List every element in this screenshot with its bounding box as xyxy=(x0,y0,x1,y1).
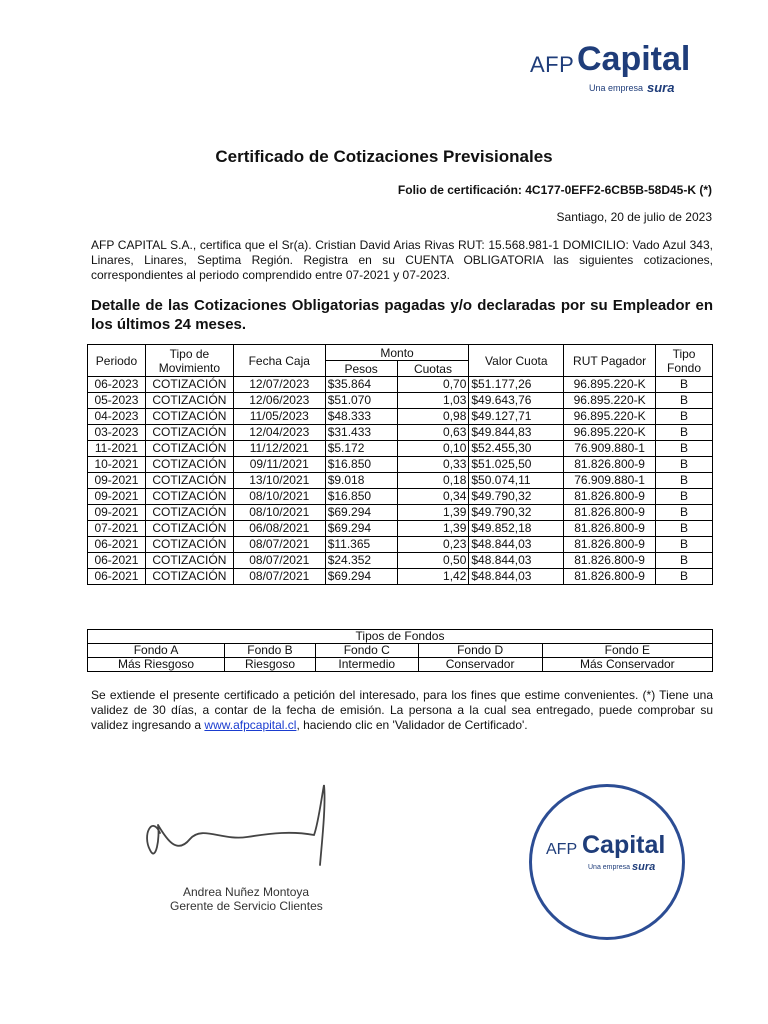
cell-rut-pagador: 96.895.220-K xyxy=(564,409,656,425)
cell-tipo-movimiento: COTIZACIÓN xyxy=(145,473,233,489)
cell-fecha-caja: 08/10/2021 xyxy=(233,505,325,521)
cell-pesos: $35.864 xyxy=(325,377,397,393)
cell-cuotas: 0,34 xyxy=(397,489,469,505)
cell-tipo-fondo: B xyxy=(656,425,713,441)
fund-name: Fondo E xyxy=(542,644,712,658)
seal-afp-text: AFP xyxy=(546,841,578,858)
logo-tagline: Una empresa xyxy=(589,83,644,93)
fund-risk: Más Conservador xyxy=(542,658,712,672)
cell-periodo: 07-2021 xyxy=(88,521,146,537)
cell-cuotas: 0,18 xyxy=(397,473,469,489)
seal-sura-text: sura xyxy=(632,861,656,873)
header-tipo-fondo: Tipo Fondo xyxy=(656,345,713,377)
fund-risk: Intermedio xyxy=(315,658,418,672)
cell-tipo-movimiento: COTIZACIÓN xyxy=(145,521,233,537)
cell-pesos: $48.333 xyxy=(325,409,397,425)
cell-fecha-caja: 12/06/2023 xyxy=(233,393,325,409)
cell-valor-cuota: $49.852,18 xyxy=(469,521,564,537)
cell-cuotas: 0,33 xyxy=(397,457,469,473)
cell-cuotas: 0,98 xyxy=(397,409,469,425)
header-rut-pagador: RUT Pagador xyxy=(564,345,656,377)
cell-pesos: $9.018 xyxy=(325,473,397,489)
cell-rut-pagador: 96.895.220-K xyxy=(564,425,656,441)
cell-periodo: 06-2021 xyxy=(88,553,146,569)
header-fecha-caja: Fecha Caja xyxy=(233,345,325,377)
cell-cuotas: 1,39 xyxy=(397,521,469,537)
cell-tipo-movimiento: COTIZACIÓN xyxy=(145,409,233,425)
cell-cuotas: 0,70 xyxy=(397,377,469,393)
header-tipo-movimiento: Tipo de Movimiento xyxy=(145,345,233,377)
cell-tipo-fondo: B xyxy=(656,553,713,569)
cell-valor-cuota: $49.643,76 xyxy=(469,393,564,409)
cell-pesos: $31.433 xyxy=(325,425,397,441)
cell-pesos: $16.850 xyxy=(325,489,397,505)
table-body xyxy=(88,377,713,585)
cell-tipo-movimiento: COTIZACIÓN xyxy=(145,505,233,521)
cell-cuotas: 1,39 xyxy=(397,505,469,521)
table-row xyxy=(88,377,713,393)
cell-fecha-caja: 08/07/2021 xyxy=(233,553,325,569)
cell-tipo-fondo: B xyxy=(656,441,713,457)
fund-risk: Riesgoso xyxy=(225,658,316,672)
signer-name: Andrea Nuñez Montoya xyxy=(183,885,310,899)
cell-rut-pagador: 81.826.800-9 xyxy=(564,569,656,585)
cell-tipo-fondo: B xyxy=(656,521,713,537)
seal-capital-text: Capital xyxy=(582,831,666,859)
cell-periodo: 04-2023 xyxy=(88,409,146,425)
cell-valor-cuota: $49.790,32 xyxy=(469,505,564,521)
logo-sura-text: sura xyxy=(647,80,675,95)
logo-afp-text: AFP xyxy=(530,52,575,77)
cell-tipo-movimiento: COTIZACIÓN xyxy=(145,553,233,569)
cell-valor-cuota: $48.844,03 xyxy=(469,537,564,553)
fund-name: Fondo D xyxy=(418,644,542,658)
cell-tipo-fondo: B xyxy=(656,489,713,505)
cell-fecha-caja: 11/12/2021 xyxy=(233,441,325,457)
signer-role: Gerente de Servicio Clientes xyxy=(170,899,323,913)
afp-capital-logo xyxy=(530,40,710,100)
cell-tipo-fondo: B xyxy=(656,505,713,521)
fund-risk: Más Riesgoso xyxy=(88,658,225,672)
cell-cuotas: 1,03 xyxy=(397,393,469,409)
cell-periodo: 06-2021 xyxy=(88,569,146,585)
table-row xyxy=(88,569,713,585)
cell-tipo-movimiento: COTIZACIÓN xyxy=(145,425,233,441)
cell-tipo-movimiento: COTIZACIÓN xyxy=(145,537,233,553)
company-seal xyxy=(529,784,685,940)
fund-types-title-row xyxy=(88,630,713,644)
cell-valor-cuota: $51.177,26 xyxy=(469,377,564,393)
closing-paragraph xyxy=(91,688,713,733)
cell-periodo: 05-2023 xyxy=(88,393,146,409)
section-subtitle: Detalle de las Cotizaciones Obligatorias pagadas y/o declaradas por su Empleador en los últimos 24 meses. xyxy=(91,297,713,333)
cell-fecha-caja: 08/10/2021 xyxy=(233,489,325,505)
table-row xyxy=(88,457,713,473)
cell-rut-pagador: 81.826.800-9 xyxy=(564,537,656,553)
table-row xyxy=(88,425,713,441)
fund-types-title: Tipos de Fondos xyxy=(88,630,713,644)
fund-name: Fondo A xyxy=(88,644,225,658)
issue-date: Santiago, 20 de julio de 2023 xyxy=(556,210,712,224)
cell-tipo-movimiento: COTIZACIÓN xyxy=(145,441,233,457)
cell-valor-cuota: $49.127,71 xyxy=(469,409,564,425)
cell-periodo: 09-2021 xyxy=(88,505,146,521)
fund-name: Fondo B xyxy=(225,644,316,658)
cell-pesos: $11.365 xyxy=(325,537,397,553)
cell-fecha-caja: 13/10/2021 xyxy=(233,473,325,489)
cell-tipo-movimiento: COTIZACIÓN xyxy=(145,489,233,505)
header-cuotas: Cuotas xyxy=(397,361,469,377)
fund-risk: Conservador xyxy=(418,658,542,672)
table-row xyxy=(88,553,713,569)
cell-periodo: 11-2021 xyxy=(88,441,146,457)
cell-tipo-fondo: B xyxy=(656,473,713,489)
header-pesos: Pesos xyxy=(325,361,397,377)
cell-valor-cuota: $48.844,03 xyxy=(469,569,564,585)
cell-valor-cuota: $52.455,30 xyxy=(469,441,564,457)
closing-text: Se extiende el presente certificado a petición del interesado, para los fines que estime convenientes. (*) Tiene una validez de 30 días, a contar de la fecha de emisión. La persona a la cual sea entregado, puede comprobar su validez ingresando a xyxy=(91,688,713,732)
cell-rut-pagador: 81.826.800-9 xyxy=(564,521,656,537)
cell-tipo-movimiento: COTIZACIÓN xyxy=(145,457,233,473)
table-row xyxy=(88,489,713,505)
cell-rut-pagador: 76.909.880-1 xyxy=(564,473,656,489)
table-row xyxy=(88,505,713,521)
cell-pesos: $24.352 xyxy=(325,553,397,569)
fund-risks-row xyxy=(88,658,713,672)
table-row xyxy=(88,473,713,489)
cell-fecha-caja: 12/07/2023 xyxy=(233,377,325,393)
cell-tipo-fondo: B xyxy=(656,409,713,425)
table-row xyxy=(88,521,713,537)
cell-fecha-caja: 08/07/2021 xyxy=(233,537,325,553)
cell-fecha-caja: 12/04/2023 xyxy=(233,425,325,441)
table-row xyxy=(88,537,713,553)
cell-cuotas: 0,63 xyxy=(397,425,469,441)
fund-types-table xyxy=(87,629,713,672)
cell-rut-pagador: 81.826.800-9 xyxy=(564,489,656,505)
cell-rut-pagador: 76.909.880-1 xyxy=(564,441,656,457)
cell-fecha-caja: 08/07/2021 xyxy=(233,569,325,585)
cell-valor-cuota: $49.790,32 xyxy=(469,489,564,505)
folio-number: Folio de certificación: 4C177-0EFF2-6CB5B-58D45-K (*) xyxy=(397,183,712,197)
cell-valor-cuota: $48.844,03 xyxy=(469,553,564,569)
header-valor-cuota: Valor Cuota xyxy=(469,345,564,377)
cell-rut-pagador: 81.826.800-9 xyxy=(564,505,656,521)
cell-rut-pagador: 81.826.800-9 xyxy=(564,553,656,569)
cell-valor-cuota: $49.844,83 xyxy=(469,425,564,441)
cell-rut-pagador: 81.826.800-9 xyxy=(564,457,656,473)
cell-rut-pagador: 96.895.220-K xyxy=(564,393,656,409)
cell-cuotas: 0,23 xyxy=(397,537,469,553)
table-header-row xyxy=(88,345,713,361)
intro-paragraph: AFP CAPITAL S.A., certifica que el Sr(a). Cristian David Arias Rivas RUT: 15.568.981-1 DOMICILIO: Vado Azul 343, Linares, Linares, Septima Región. Registra en su CUENTA OBLIGATORIA las siguientes cotizaciones, correspondientes al periodo comprendido entre 07-2021 y 07-2023. xyxy=(91,238,713,282)
cell-periodo: 06-2021 xyxy=(88,537,146,553)
cell-valor-cuota: $51.025,50 xyxy=(469,457,564,473)
afpcapital-link[interactable]: www.afpcapital.cl xyxy=(204,718,297,732)
cell-periodo: 09-2021 xyxy=(88,489,146,505)
cell-tipo-movimiento: COTIZACIÓN xyxy=(145,569,233,585)
table-row xyxy=(88,409,713,425)
cell-periodo: 09-2021 xyxy=(88,473,146,489)
cell-periodo: 06-2023 xyxy=(88,377,146,393)
seal-tagline: Una empresa xyxy=(588,864,631,871)
fund-names-row xyxy=(88,644,713,658)
table-row xyxy=(88,441,713,457)
cell-pesos: $51.070 xyxy=(325,393,397,409)
page-title: Certificado de Cotizaciones Previsionales xyxy=(215,147,553,166)
table-row xyxy=(88,393,713,409)
cell-periodo: 10-2021 xyxy=(88,457,146,473)
cell-fecha-caja: 09/11/2021 xyxy=(233,457,325,473)
header-periodo: Periodo xyxy=(88,345,146,377)
cell-tipo-movimiento: COTIZACIÓN xyxy=(145,377,233,393)
signature-drawing xyxy=(72,745,420,895)
fund-name: Fondo C xyxy=(315,644,418,658)
cell-pesos: $69.294 xyxy=(325,505,397,521)
cell-tipo-fondo: B xyxy=(656,569,713,585)
cell-periodo: 03-2023 xyxy=(88,425,146,441)
logo-capital-text: Capital xyxy=(577,40,691,78)
cell-tipo-fondo: B xyxy=(656,377,713,393)
cell-pesos: $5.172 xyxy=(325,441,397,457)
cell-valor-cuota: $50.074,11 xyxy=(469,473,564,489)
cell-tipo-movimiento: COTIZACIÓN xyxy=(145,393,233,409)
cell-fecha-caja: 06/08/2021 xyxy=(233,521,325,537)
closing-text-end: , haciendo clic en 'Validador de Certificado'. xyxy=(296,718,528,732)
cell-cuotas: 0,10 xyxy=(397,441,469,457)
cell-pesos: $16.850 xyxy=(325,457,397,473)
cell-pesos: $69.294 xyxy=(325,521,397,537)
contributions-table xyxy=(87,344,713,585)
header-monto: Monto xyxy=(325,345,469,361)
cell-cuotas: 1,42 xyxy=(397,569,469,585)
cell-cuotas: 0,50 xyxy=(397,553,469,569)
cell-fecha-caja: 11/05/2023 xyxy=(233,409,325,425)
cell-tipo-fondo: B xyxy=(656,393,713,409)
cell-tipo-fondo: B xyxy=(656,457,713,473)
cell-pesos: $69.294 xyxy=(325,569,397,585)
cell-tipo-fondo: B xyxy=(656,537,713,553)
cell-rut-pagador: 96.895.220-K xyxy=(564,377,656,393)
